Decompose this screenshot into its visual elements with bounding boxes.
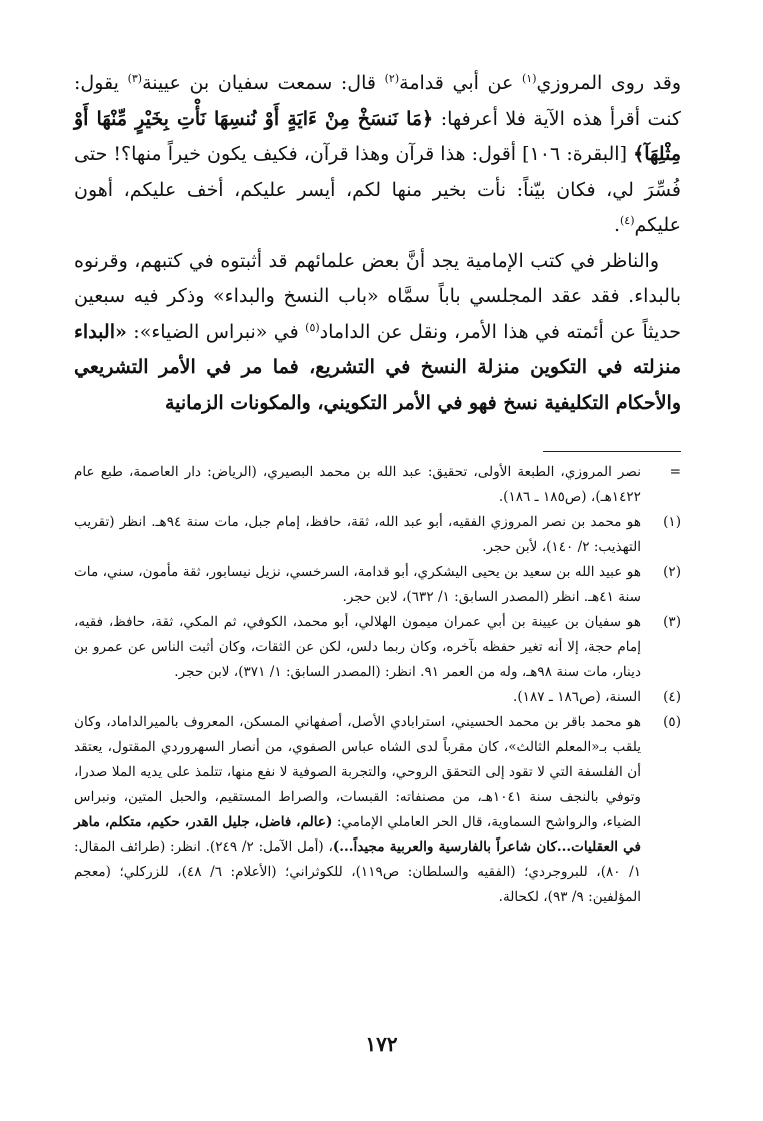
paragraph-2: [74, 244, 681, 422]
footnote-ref-5[interactable]: (٥): [305, 320, 320, 334]
footnote-marker: (٣): [663, 614, 681, 630]
text-run: [البقرة: ١٠٦] أقول: هذا قرآن وهذا قرآن، فكيف يكون خيراً منها؟! حتى فُسِّرَ لي، فكان بيّناً: نأت بخير منها لكم، أيسر عليكم، أخف عليكم، أهون عليكم: [74, 143, 681, 236]
footnote-2: [74, 560, 681, 610]
footnote-text: [74, 710, 641, 910]
text-run: ، (أمل الآمل: ٢/ ٢٤٩). انظر: (طرائف المقال: ١/ ٨٠)، للبروجردي؛ (الفقيه والسلطان: ص١١٩)، للكوثراني؛ (الأعلام: ٦/ ٤٨)، للزركلي؛ (معجم المؤلفين: ٩/ ٩٣)، لكحالة.: [74, 839, 642, 905]
bold-quote: (عالم، فاضل، جليل القدر، حكيم، متكلم، ماهر في العقليات...كان شاعراً بالفارسية والعربية مجيداً...): [74, 814, 642, 855]
footnote-marker: =: [669, 464, 681, 480]
footnote-ref-2[interactable]: (٢): [384, 72, 400, 85]
footnote-marker: (٥): [663, 714, 681, 730]
text-run: قال: سمعت سفيان بن عيينة: [142, 72, 385, 94]
main-text: [74, 66, 681, 421]
text-run: وقد روى المروزي: [536, 72, 682, 94]
text-run: والناظر في كتب الإمامية يجد أنَّ بعض علمائهم قد أثبتوه في كتبهم، وقرنوه بالبداء. فقد عقد المجلسي باباً سمَّاه «باب النسخ والبداء» وذكر فيه سبعين حديثاً عن أئمته في هذا الأمر، ونقل عن الداماد: [74, 249, 681, 343]
paragraph-1: [74, 66, 681, 244]
footnote-1: [74, 510, 681, 560]
footnote-divider: [543, 451, 681, 452]
footnote-ref-1[interactable]: (١): [521, 72, 537, 85]
quran-verse: ﴿مَا نَنسَخْ مِنْ ءَايَةٍ أَوْ نُنسِهَا نَأْتِ بِخَيْرٍ مِّنْهَا أَوْ مِثْلِهَآ﴾: [74, 107, 681, 165]
footnote-marker: (٤): [663, 689, 681, 705]
footnote-ref-4[interactable]: (٤): [619, 214, 635, 227]
text-run: يقول: كنت أقرأ هذه الآية فلا أعرفها:: [74, 72, 681, 130]
text-run: عن أبي قدامة: [399, 72, 522, 94]
footnotes: [74, 460, 681, 910]
footnote-text: هو محمد بن نصر المروزي الفقيه، أبو عبد الله، ثقة، حافظ، إمام جبل، مات سنة ٩٤هـ. انظر (تقريب التهذيب: ٢/ ١٤٠)، لأبن حجر.: [74, 514, 641, 555]
footnote-marker: (٢): [663, 564, 681, 580]
footnote-text: السنة، (ص١٨٦ ـ ١٨٧).: [513, 689, 641, 705]
footnote-continuation: [74, 460, 681, 510]
text-run: .: [613, 214, 620, 236]
footnote-3: [74, 610, 681, 685]
footnote-5: [74, 710, 681, 910]
footnote-text: هو عبيد الله بن سعيد بن يحيى اليشكري، أبو قدامة، السرخسي، نزيل نيسابور، ثقة مأمون، سني، مات سنة ٤١هـ. انظر (المصدر السابق: ١/ ٦٣٢)، لابن حجر.: [74, 564, 641, 605]
footnote-marker: (١): [663, 514, 681, 530]
footnote-ref-3[interactable]: (٣): [127, 72, 143, 85]
footnote-text: نصر المروزي، الطبعة الأولى، تحقيق: عبد الله بن محمد البصيري، (الرياض: دار العاصمة، طبع عام ١٤٢٢هـ)، (ص١٨٥ ـ ١٨٦).: [74, 464, 641, 505]
bold-quote: «البداء منزلته في التكوين منزلة النسخ في التشريع، فما مر في الأمر التشريعي والأحكام التكليفية نسخ فهو في الأمر التكويني، والمكونات الزمانية: [74, 320, 681, 414]
footnote-text: هو سفيان بن عيينة بن أبي عمران ميمون الهلالي، أبو محمد، الكوفي، ثم المكي، ثقة، حافظ، فقيه، إمام حجة، إلا أنه تغير حفظه بآخره، وكان ربما دلس، لكن عن الثقات، وكان أثبت الناس عن عمرو بن دينار، مات سنة ٩٨هـ، وله من العمر ٩١. انظر: (المصدر السابق: ١/ ٣٧١)، لابن حجر.: [74, 614, 641, 680]
footnote-4: [74, 685, 681, 710]
text-run: هو محمد باقر بن محمد الحسيني، استرابادي الأصل، أصفهاني المسكن، المعروف بالميرالداماد، وكان يلقب بـ«المعلم الثالث»، كان مقرباً لدى الشاه عباس الصفوي، من أنصار السهروردي المقتول، يعتقد أن الفلسفة التي لا تقود إلى التحقق الروحي، والتجربة الصوفية لا نفع منها، تتلمذ على يديه الملا صدرا، وتوفي بالنجف سنة ١٠٤١هـ، من مصنفاته: القبسات، والصراط المستقيم، والحبل المتين، ونبراس الضياء، والرواشح السماوية، قال الحر العاملي الإمامي:: [74, 714, 641, 830]
text-run: في «نبراس الضياء»:: [126, 320, 306, 343]
page-number: ١٧٢: [365, 1032, 398, 1056]
